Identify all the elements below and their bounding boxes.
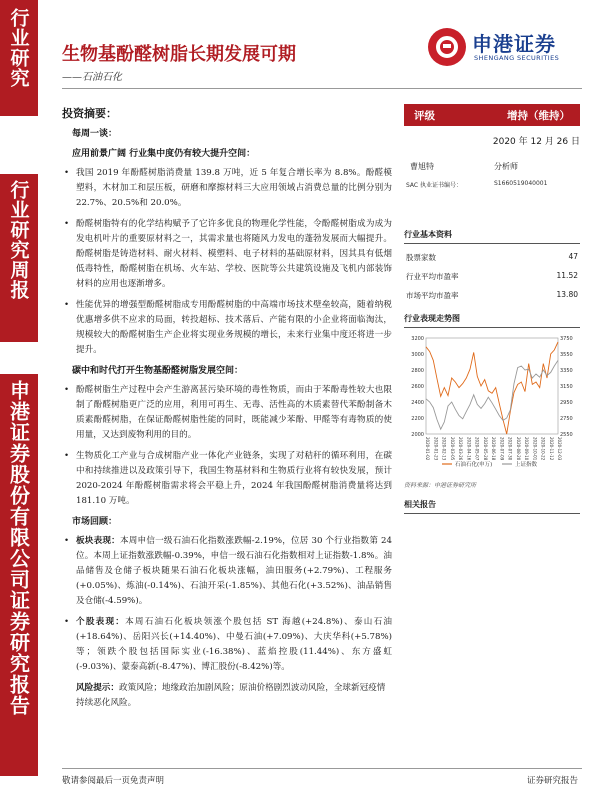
- rating-label: 评级: [414, 109, 435, 122]
- footer-divider: [62, 768, 582, 769]
- basics-value: 47: [568, 252, 578, 261]
- footer-report-type: 证券研究报告: [526, 776, 578, 786]
- x-tick-label: 2020-07-09: [499, 437, 505, 461]
- weekly-topic-label: 每周一谈：: [72, 129, 118, 140]
- legend-label: 上证指数: [515, 462, 538, 468]
- sidebar-label-weekly: 行业研究周报: [0, 174, 38, 342]
- sac-info: [404, 180, 580, 189]
- x-tick-label: 2020-10-01: [532, 437, 538, 461]
- report-date: 2020 年 12 月 26 日: [492, 137, 580, 147]
- y-right-tick-label: 2550: [560, 432, 573, 438]
- list-item: • 酚醛树脂生产过程中会产生游离甚污染环境的毒性物质，而由于苯酚毒性较大也限制了酚醛树脂更广泛的应用，利用可再生、无毒、活性高的木质素替代苯酚制备木质素酚醛树脂，在保证酚醛树脂性能的同时，既能减少苯酚、甲醛等有毒物质的使用量，又达到废物利用的目的。: [62, 383, 392, 443]
- y-right-tick-label: 3550: [560, 352, 573, 358]
- company-logo: [428, 22, 578, 72]
- sidebar: [0, 0, 38, 800]
- related-reports-title: 相关报告: [404, 499, 580, 514]
- sidebar-label-company: 申港证券股份有限公司证券研究报告: [0, 374, 38, 776]
- list-item: • 我国 2019 年酚醛树脂消费量 139.8 万吨，近 5 年复合增长率为 8.8%。酚醛模塑料，木材加工和层压板，研磨和摩擦材料三大应用领域占消费总量的比例分别为 22.7%、20.5%和 20.0%。: [62, 166, 392, 211]
- sac-label: SAC 执业证书编号：: [406, 182, 463, 189]
- sector-performance-label: 板块表现：: [76, 535, 120, 546]
- stock-performance-label: 个股表现：: [76, 617, 126, 628]
- basics-row: [404, 271, 580, 282]
- series-line: [426, 360, 558, 429]
- rating-value: 增持（维持）: [507, 109, 570, 122]
- basics-row: [404, 290, 580, 301]
- industry-trend-title: 行业表现走势图: [404, 313, 580, 328]
- outlook-list: [62, 166, 392, 358]
- risk-text: 政策风险；地缘政治加剧风险；原油价格剧烈波动风险，全球新冠疫情持续恶化风险。: [76, 683, 386, 709]
- x-tick-label: 2020-04-16: [466, 437, 472, 461]
- x-tick-label: 2020-06-18: [491, 437, 496, 461]
- right-column: [404, 104, 580, 514]
- sector-performance-text: 本周申信一级石油石化指数涨跌幅-2.19%，位居 30 个行业指数第 24 位。本周上证指数涨跌幅-0.39%，申信一级石油石化指数相对上证指数-1.8%。油品储售及仓储子板块随果石油石化板块涨幅，油田服务(+2.79%)、工程服务(+0.05%)、炼油(-0.14%)、石油开采(-1.85%)、其他石化(+3.52%)、油品销售及仓储(-4.59%)。: [76, 535, 392, 606]
- industry-basics-title: 行业基本资料: [404, 229, 580, 244]
- basics-value: 13.80: [556, 290, 578, 299]
- y-left-tick-label: 2400: [411, 400, 424, 406]
- report-subtitle: ——石油石化: [62, 72, 122, 83]
- chart-source: 资料来源：申港证券研究所: [404, 482, 477, 489]
- market-review-label: 市场回顾：: [72, 517, 118, 528]
- header-divider: [62, 88, 582, 89]
- investment-summary-heading: 投资摘要：: [62, 107, 117, 120]
- y-left-tick-label: 3200: [411, 336, 424, 342]
- x-tick-label: 2020-11-12: [548, 437, 554, 461]
- x-tick-label: 2020-05-28: [482, 437, 488, 461]
- list-item: • 性能优异的增强型酚醛树脂成专用酚醛树脂的中高端市场技术壁垒较高，随着纳税优惠增多供不应求的局面，转投超标、技术落后、产能有限的小企业将面临淘汰，规模较大的酚醛树脂生产企业将实现业务规模的增长，未来行业集中度还将进一步提升。: [62, 298, 392, 358]
- section-heading-carbon-neutral: 碳中和时代打开生物基酚醛树脂发展空间：: [72, 366, 244, 377]
- market-list: [62, 534, 392, 675]
- x-tick-label: 2020-07-30: [507, 437, 513, 461]
- basics-key: 股票家数: [406, 253, 436, 262]
- x-tick-label: 2020-03-05: [449, 437, 455, 461]
- logo-mark-icon: [428, 28, 466, 66]
- report-title: 生物基酚醛树脂长期发展可期: [62, 44, 296, 65]
- basics-key: 行业平均市盈率: [406, 272, 459, 281]
- y-right-tick-label: 2950: [560, 400, 573, 406]
- x-tick-label: 2020-01-23: [433, 437, 439, 461]
- sidebar-label-industry-research: 行业研究: [0, 0, 38, 116]
- analyst-info: [404, 161, 580, 172]
- x-tick-label: 2020-05-07: [474, 437, 480, 461]
- list-item: • 酚醛树脂特有的化学结构赋予了它许多优良的物理化学性能，令酚醛树脂成为成为发电机叶片的重要原材料之一，其需求量也将随风力发电的蓬勃发展而大幅提升。酚醛树脂是铸造材料、耐火材料、模塑料、电子材料的基础原材料，因其具有低烟低毒特性，酚醛树脂在机场、火车站、学校、医院等公共建筑设施及飞机内部装饰材料的应用也逐渐增多。: [62, 217, 392, 292]
- list-item: • 生物质化工产业与合成树脂产业一体化产业链条，实现了对秸秆的循环利用，在碳中和持续推进以及政策引导下，我国生物基材料和生物质行业将有较快发展，预计 2020-2024 年酚醛树脂需求将会平稳上升，2024 年我国酚醛树脂消费量将达到 181.10 万吨。: [62, 449, 392, 509]
- x-tick-label: 2020-02-13: [441, 437, 447, 461]
- logo-en-text: SHENGANG SECURITIES: [474, 54, 560, 62]
- main-column: [62, 104, 392, 711]
- x-tick-label: 2020-09-10: [524, 437, 529, 461]
- industry-trend-chart: [404, 334, 580, 472]
- analyst-name: 曹旭特: [410, 162, 434, 171]
- legend-label: 石油石化(申万): [455, 462, 493, 468]
- x-tick-label: 2020-12-03: [557, 437, 562, 461]
- list-item: [62, 615, 392, 675]
- y-left-tick-label: 2200: [411, 416, 424, 422]
- risk-label: 风险提示：: [76, 683, 119, 694]
- y-left-tick-label: 2600: [411, 384, 424, 390]
- y-right-tick-label: 3150: [560, 384, 573, 390]
- y-right-tick-label: 2750: [560, 416, 573, 422]
- logo-cn-text: 申港证券: [472, 32, 556, 56]
- carbon-list: [62, 383, 392, 509]
- stock-performance-text: 本周石油石化板块领涨个股包括 ST 海越(+24.8%)、泰山石油(+18.64%)、岳阳兴长(+14.40%)、中曼石油(+7.09%)、大庆华科(+5.78%)等；领跌个股包括国际实业(-16.38%)、蓝焰控股(11.44%)、东方盛虹(-9.03%)、蒙泰高新(-8.47%)、博汇股份(-8.42%)等。: [76, 617, 392, 673]
- sac-number: S1660519040001: [494, 180, 548, 187]
- x-tick-label: 2020-03-26: [458, 437, 463, 461]
- analyst-role: 分析师: [494, 162, 518, 171]
- x-tick-label: 2020-10-22: [540, 437, 546, 461]
- y-right-tick-label: 3350: [560, 368, 573, 374]
- basics-key: 市场平均市盈率: [406, 291, 459, 300]
- y-left-tick-label: 2800: [411, 368, 424, 374]
- chart-svg: [404, 334, 580, 472]
- y-left-tick-label: 2000: [411, 432, 424, 438]
- x-tick-label: 2020-01-02: [425, 437, 430, 461]
- basics-value: 11.52: [556, 271, 578, 280]
- x-tick-label: 2020-08-20: [515, 437, 521, 461]
- risk-warning: [62, 681, 392, 711]
- section-heading-outlook: 应用前景广阔 行业集中度仍有较大提升空间：: [72, 149, 256, 159]
- disclaimer-note: 敬请参阅最后一页免责声明: [62, 776, 165, 786]
- y-left-tick-label: 3000: [411, 352, 424, 358]
- basics-row: [404, 252, 580, 263]
- series-line: [426, 342, 558, 434]
- list-item: [62, 534, 392, 609]
- y-right-tick-label: 3750: [560, 336, 573, 342]
- rating-bar: [404, 104, 580, 126]
